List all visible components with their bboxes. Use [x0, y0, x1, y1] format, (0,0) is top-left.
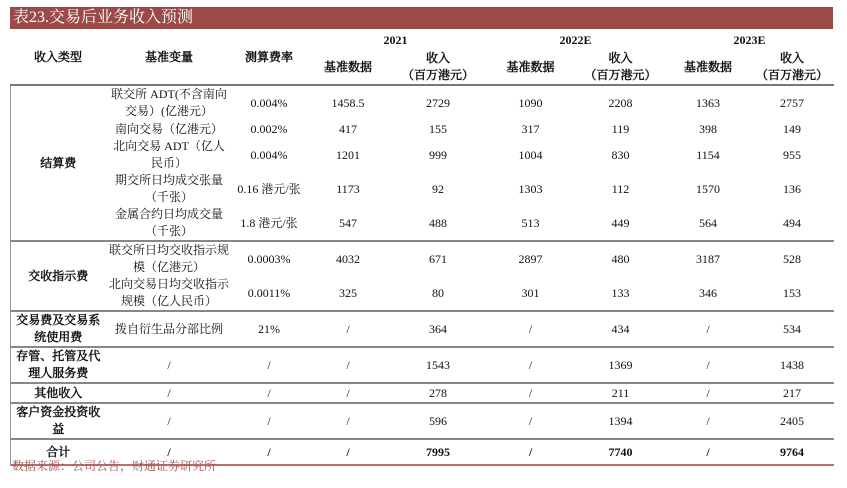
- source-note: 数据来源：公司公告，财通证券研究所: [12, 459, 217, 473]
- value-cell: /: [306, 439, 391, 465]
- variable-cell: 拨自衍生品分部比例: [106, 311, 233, 347]
- table-title: 表23.交易后业务收入预测: [10, 7, 833, 29]
- value-cell: 417: [339, 121, 357, 136]
- header-base: 基准数据: [306, 50, 391, 85]
- value-cell: 119: [611, 121, 630, 136]
- variable-cell: 南向交易（亿港元）: [114, 121, 223, 136]
- value-cell: 671: [429, 251, 447, 266]
- table-row: [11, 383, 834, 403]
- value-cell: 1543: [391, 347, 486, 383]
- category-cell: 交易费及交易系统使用费: [11, 311, 106, 347]
- value-cell: 80: [391, 276, 486, 311]
- table-row: [11, 120, 834, 138]
- value-cell: 1303: [518, 181, 543, 196]
- table-row: [11, 172, 834, 206]
- variable-cell: 北向交易日均交收指示规模（亿人民币）: [106, 276, 233, 311]
- value-cell: 494: [751, 206, 834, 241]
- value-cell: 301: [486, 276, 576, 311]
- value-cell: 1090: [518, 95, 543, 110]
- variable-cell: /: [106, 439, 233, 465]
- table-row: [11, 206, 834, 241]
- category-cell: 客户资金投资收益: [11, 403, 106, 439]
- value-cell: 480: [611, 251, 630, 266]
- value-cell: 1363: [696, 95, 721, 110]
- value-cell: 488: [391, 206, 486, 241]
- value-cell: 955: [783, 147, 802, 162]
- table-row: [11, 311, 834, 347]
- header-income: 收入 （百万港元）: [391, 50, 486, 85]
- rate-cell: 1.8 港元/张: [233, 206, 306, 241]
- variable-cell: 金属合约日均成交量（千张）: [106, 206, 233, 241]
- table-row: [11, 403, 834, 439]
- value-cell: /: [306, 347, 391, 383]
- table-row: [11, 347, 834, 383]
- value-cell: /: [486, 403, 576, 439]
- value-cell: 1394: [576, 403, 666, 439]
- value-cell: 7740: [576, 439, 666, 465]
- rate-cell: 0.004%: [250, 147, 288, 162]
- rate-cell: 0.0011%: [233, 276, 306, 311]
- header-base: 基准数据: [486, 50, 576, 85]
- variable-cell: /: [106, 383, 233, 403]
- value-cell: 92: [432, 181, 444, 196]
- category-cell: 交收指示费: [11, 241, 106, 311]
- value-cell: 211: [576, 383, 666, 403]
- variable-cell: 期交所日均成交张量（千张）: [114, 173, 223, 204]
- variable-cell: 联交所日均交收指示规模（亿港元）: [108, 243, 229, 274]
- value-cell: 434: [576, 311, 666, 347]
- value-cell: 278: [391, 383, 486, 403]
- value-cell: 1369: [576, 347, 666, 383]
- rate-cell: /: [233, 403, 306, 439]
- value-cell: /: [306, 383, 391, 403]
- value-cell: /: [486, 439, 576, 465]
- value-cell: 325: [306, 276, 391, 311]
- value-cell: /: [666, 311, 751, 347]
- value-cell: /: [666, 439, 751, 465]
- value-cell: /: [486, 311, 576, 347]
- value-cell: 1004: [518, 147, 543, 162]
- header-type: 收入类型: [11, 30, 106, 85]
- value-cell: /: [486, 347, 576, 383]
- value-cell: 513: [486, 206, 576, 241]
- value-cell: 398: [699, 121, 718, 136]
- rate-cell: 0.004%: [250, 95, 288, 110]
- value-cell: /: [306, 311, 391, 347]
- header-year-2023: 2023E: [733, 32, 766, 47]
- value-cell: 4032: [336, 251, 360, 266]
- value-cell: 564: [666, 206, 751, 241]
- value-cell: /: [666, 383, 751, 403]
- value-cell: 547: [306, 206, 391, 241]
- header-year-2022: 2022E: [559, 32, 592, 47]
- header-income: 收入 （百万港元）: [576, 50, 666, 85]
- rate-cell: /: [233, 347, 306, 383]
- header-variable: 基准变量: [106, 30, 233, 85]
- value-cell: 2405: [751, 403, 834, 439]
- value-cell: 217: [751, 383, 834, 403]
- value-cell: 155: [429, 121, 447, 136]
- category-cell: 其他收入: [11, 383, 106, 403]
- value-cell: 346: [666, 276, 751, 311]
- value-cell: 133: [576, 276, 666, 311]
- value-cell: 136: [783, 181, 802, 196]
- value-cell: 999: [429, 147, 447, 162]
- value-cell: 1570: [696, 181, 721, 196]
- value-cell: 2897: [518, 251, 543, 266]
- value-cell: 149: [783, 121, 802, 136]
- value-cell: 1458.5: [331, 95, 365, 110]
- category-cell: 存管、托管及代理人服务费: [11, 347, 106, 383]
- value-cell: 528: [783, 251, 802, 266]
- value-cell: 2729: [426, 95, 450, 110]
- table-row: [11, 276, 834, 311]
- header-year-2021: 2021: [383, 32, 408, 47]
- table-row: [11, 241, 834, 276]
- variable-cell: 北向交易 ADT（亿人民币）: [113, 139, 225, 170]
- variable-cell: 联交所 ADT(不含南向交易）(亿港元）: [111, 87, 227, 118]
- value-cell: 1173: [336, 181, 360, 196]
- variable-cell: /: [106, 347, 233, 383]
- rate-cell: 0.0003%: [247, 251, 291, 266]
- revenue-forecast-table: [10, 30, 834, 466]
- value-cell: 2208: [608, 95, 633, 110]
- rate-cell: 0.002%: [250, 121, 288, 136]
- category-cell: 结算费: [11, 85, 106, 241]
- value-cell: 830: [611, 147, 630, 162]
- value-cell: 112: [611, 181, 630, 196]
- value-cell: 1154: [696, 147, 720, 162]
- value-cell: 9764: [751, 439, 834, 465]
- variable-cell: /: [106, 403, 233, 439]
- rate-cell: /: [233, 439, 306, 465]
- header-base: 基准数据: [666, 50, 751, 85]
- value-cell: /: [306, 403, 391, 439]
- value-cell: 317: [521, 121, 540, 136]
- value-cell: 1438: [751, 347, 834, 383]
- value-cell: 449: [576, 206, 666, 241]
- table-row: [11, 85, 834, 120]
- value-cell: /: [666, 403, 751, 439]
- category-cell: 合计: [11, 439, 106, 465]
- header-rate: 测算费率: [233, 30, 306, 85]
- table-row: [11, 138, 834, 172]
- value-cell: 2757: [780, 95, 805, 110]
- value-cell: 7995: [391, 439, 486, 465]
- header-income: 收入 （百万港元）: [751, 50, 834, 85]
- rate-cell: 0.16 港元/张: [237, 181, 301, 196]
- value-cell: 153: [751, 276, 834, 311]
- value-cell: 534: [751, 311, 834, 347]
- value-cell: 364: [391, 311, 486, 347]
- value-cell: 1201: [336, 147, 360, 162]
- rate-cell: /: [233, 383, 306, 403]
- value-cell: /: [486, 383, 576, 403]
- rate-cell: 21%: [233, 311, 306, 347]
- value-cell: 3187: [696, 251, 721, 266]
- value-cell: /: [666, 347, 751, 383]
- value-cell: 596: [391, 403, 486, 439]
